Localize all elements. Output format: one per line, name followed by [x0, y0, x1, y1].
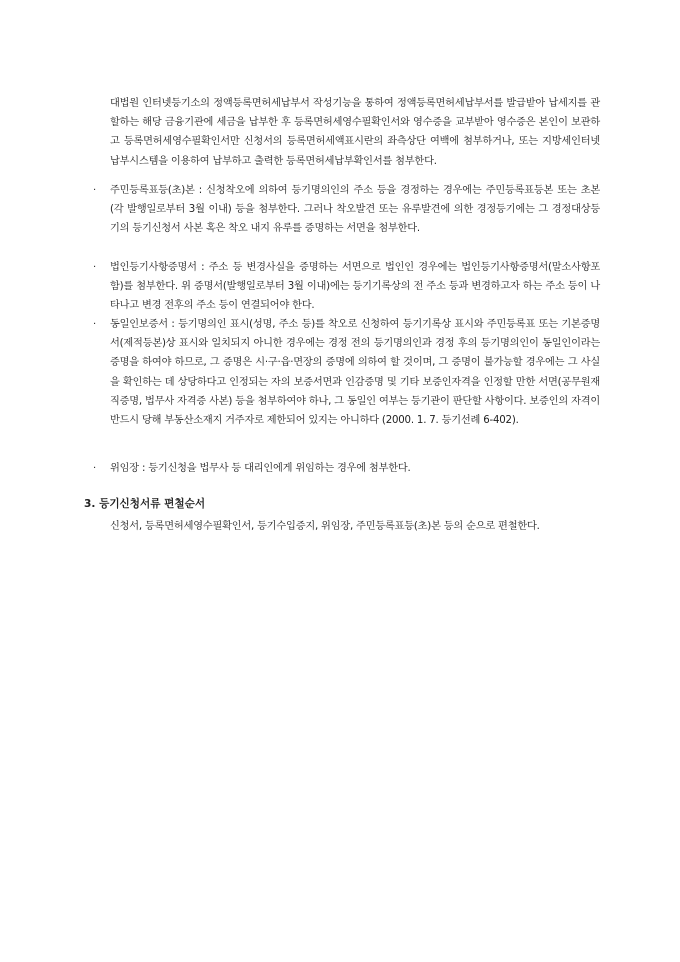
bullet-marker: · [93, 463, 96, 474]
bullet-item-resident-registration [93, 181, 600, 239]
bullet-item-corporate-registry [93, 258, 600, 316]
bullet-text: 법인등기사항증명서 : 주소 등 변경사실을 증명하는 서면으로 법인인 경우에는 법인등기사항증명서(말소사항포함)를 첨부한다. 위 증명서(발행일로부터 3월 이내)에는 등기기록상의 전 주소 등과 변경하고자 하는 주소 등이 나타나고 변경 전후의 주소 등이 연결되어야 한다. [110, 262, 600, 312]
bullet-item-identity-guarantee [93, 315, 600, 430]
bullet-text: 동일인보증서 : 등기명의인 표시(성명, 주소 등)를 착오로 신청하여 등기기록상 표시와 주민등록표 또는 기본증명서(제적등본)상 표시와 일치되지 아니한 경우에는 경정 전의 등기명의인과 경정 후의 등기명의인이 동일인이라는 증명을 하여야 하므로, 그 증명은 시·구·읍·면장의 증명에 의하여 할 것이며, 그 증명이 불가능할 경우에는 그 사실을 확인하는 데 상당하다고 인정되는 자의 보증서면과 인감증명 및 기타 보증인자격을 인정할 만한 서면(공무원재직증명, 법무사 자격증 사본) 등을 첨부하여야 하나, 그 동일인 여부는 등기관이 판단할 사항이다. 보증인의 자격이 반드시 당해 부동산소재지 거주자로 제한되어 있지는 아니하다 (2000. 1. 7. 등기선례 6-402). [110, 319, 600, 427]
bullet-marker: · [93, 185, 96, 196]
bullet-text: 주민등록표등(초)본 : 신청착오에 의하여 등기명의인의 주소 등을 경정하는 경우에는 주민등록표등본 또는 초본(각 발행일로부터 3월 이내) 등을 첨부한다. 그러나 착오발견 또는 유루발견에 의한 경정등기에는 그 경정대상등기의 등기신청서 사본 혹은 착오 내지 유루를 증명하는 서면을 첨부한다. [110, 185, 600, 235]
bullet-marker: · [93, 262, 96, 273]
bullet-marker: · [93, 319, 96, 330]
section-heading: 3. 등기신청서류 편철순서 [84, 498, 206, 510]
intro-paragraph: 대법원 인터넷등기소의 정액등록면허세납부서 작성기능을 통하여 정액등록면허세납부서를 발급받아 납세지를 관할하는 해당 금융기관에 세금을 납부한 후 등록면허세영수필확인서와 영수증을 교부받아 영수증은 본인이 보관하고 등록면허세영수필확인서만 신청서의 등록면허세액표시란의 좌측상단 여백에 첨부하거나, 또는 지방세인터넷납부시스템을 이용하여 납부하고 출력한 등록면허세납부확인서를 첨부한다. [110, 98, 600, 167]
bullet-item-power-of-attorney [93, 459, 600, 478]
section-body: 신청서, 등록면허세영수필확인서, 등기수입증지, 위임장, 주민등록표등(초)본 등의 순으로 편철한다. [110, 521, 540, 532]
bullet-text: 위임장 : 등기신청을 법무사 등 대리인에게 위임하는 경우에 첨부한다. [110, 463, 411, 474]
